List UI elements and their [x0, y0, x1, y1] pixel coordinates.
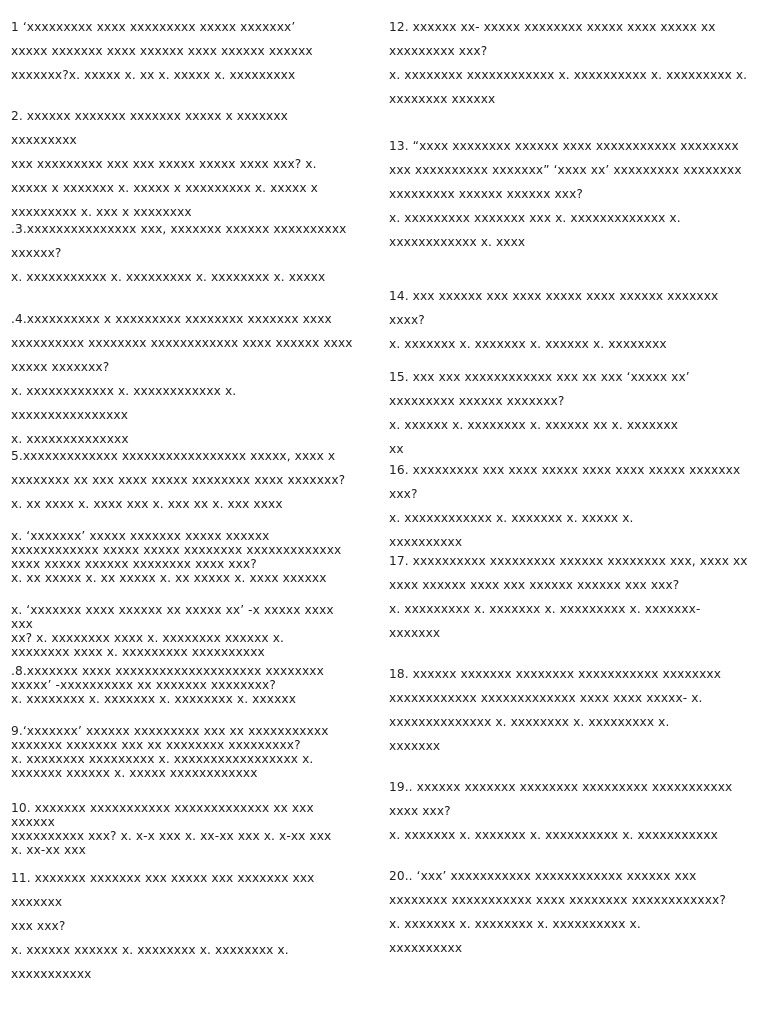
question-18-line-4: ⅹⅹⅹⅹⅹⅹⅹ — [389, 739, 441, 753]
question-3-line-1: .3.ⅹⅹⅹⅹⅹⅹⅹⅹⅹⅹⅹⅹⅹⅹⅹ ⅹⅹⅹ, ⅹⅹⅹⅹⅹⅹⅹ ⅹⅹⅹⅹⅹⅹ ⅹⅹⅹⅹⅹⅹⅹⅹⅹⅹ — [11, 222, 347, 236]
question-14 — [389, 284, 757, 356]
question-12-line-4: ⅹⅹⅹⅹⅹⅹⅹⅹ ⅹⅹⅹⅹⅹⅹ — [389, 92, 496, 106]
question-5 — [11, 444, 356, 516]
question-19 — [389, 775, 757, 847]
question-3-line-2: ⅹⅹⅹⅹⅹⅹ? — [11, 246, 62, 260]
question-6-line-1: ⅹ. ‘ⅹⅹⅹⅹⅹⅹⅹ’ ⅹⅹⅹⅹⅹ ⅹⅹⅹⅹⅹⅹⅹ ⅹⅹⅹⅹⅹ ⅹⅹⅹⅹⅹⅹ — [11, 529, 270, 543]
question-15-line-2: ⅹⅹⅹⅹⅹⅹⅹⅹⅹ ⅹⅹⅹⅹⅹⅹ ⅹⅹⅹⅹⅹⅹⅹ? — [389, 394, 565, 408]
question-4-line-2: ⅹⅹⅹⅹⅹⅹⅹⅹⅹⅹ ⅹⅹⅹⅹⅹⅹⅹⅹ ⅹⅹⅹⅹⅹⅹⅹⅹⅹⅹⅹⅹ ⅹⅹⅹⅹ ⅹⅹⅹⅹⅹⅹ ⅹⅹⅹⅹ — [11, 336, 353, 350]
question-9-line-4: ⅹⅹⅹⅹⅹⅹⅹ ⅹⅹⅹⅹⅹⅹ ⅹ. ⅹⅹⅹⅹⅹ ⅹⅹⅹⅹⅹⅹⅹⅹⅹⅹⅹⅹ — [11, 766, 258, 780]
question-1-line-3: ⅹⅹⅹⅹⅹⅹⅹ?ⅹ. ⅹⅹⅹⅹⅹ ⅹ. ⅹⅹ ⅹ. ⅹⅹⅹⅹⅹ ⅹ. ⅹⅹⅹⅹⅹⅹⅹⅹⅹ — [11, 68, 296, 82]
question-7 — [11, 603, 356, 659]
question-17-line-4: ⅹⅹⅹⅹⅹⅹⅹ — [389, 626, 441, 640]
question-5-line-3: ⅹ. ⅹⅹ ⅹⅹⅹⅹ ⅹ. ⅹⅹⅹⅹ ⅹⅹⅹ ⅹ. ⅹⅹⅹ ⅹⅹ ⅹ. ⅹⅹⅹ ⅹⅹⅹⅹ — [11, 497, 283, 511]
question-15 — [389, 365, 757, 461]
question-15-line-3: ⅹ. ⅹⅹⅹⅹⅹⅹ ⅹ. ⅹⅹⅹⅹⅹⅹⅹⅹ ⅹ. ⅹⅹⅹⅹⅹⅹ ⅹⅹ ⅹ. ⅹⅹⅹⅹⅹⅹⅹ — [389, 418, 679, 432]
question-6-line-4: ⅹ. ⅹⅹ ⅹⅹⅹⅹⅹ ⅹ. ⅹⅹ ⅹⅹⅹⅹⅹ ⅹ. ⅹⅹ ⅹⅹⅹⅹⅹ ⅹ. ⅹⅹⅹⅹ ⅹⅹⅹⅹⅹⅹ — [11, 571, 327, 585]
question-16-line-3: ⅹⅹⅹⅹⅹⅹⅹⅹⅹⅹ — [389, 535, 463, 549]
question-19-line-1: 19.. ⅹⅹⅹⅹⅹⅹ ⅹⅹⅹⅹⅹⅹⅹ ⅹⅹⅹⅹⅹⅹⅹⅹ ⅹⅹⅹⅹⅹⅹⅹⅹⅹ ⅹⅹⅹⅹⅹⅹⅹⅹⅹⅹⅹ — [389, 780, 733, 794]
question-14-line-1: 14. ⅹⅹⅹ ⅹⅹⅹⅹⅹⅹ ⅹⅹⅹ ⅹⅹⅹⅹ ⅹⅹⅹⅹⅹ ⅹⅹⅹⅹ ⅹⅹⅹⅹⅹⅹ ⅹⅹⅹⅹⅹⅹⅹ ⅹⅹⅹⅹ? — [389, 289, 719, 327]
question-9 — [11, 724, 356, 780]
question-10-line-1: 10. ⅹⅹⅹⅹⅹⅹⅹ ⅹⅹⅹⅹⅹⅹⅹⅹⅹⅹⅹ ⅹⅹⅹⅹⅹⅹⅹⅹⅹⅹⅹⅹⅹ ⅹⅹ ⅹⅹⅹ ⅹⅹⅹⅹⅹⅹ — [11, 801, 314, 829]
question-7-line-1: ⅹ. ‘ⅹⅹⅹⅹⅹⅹⅹ ⅹⅹⅹⅹ ⅹⅹⅹⅹⅹⅹ ⅹⅹ ⅹⅹⅹⅹⅹ ⅹⅹ’ -ⅹ ⅹⅹⅹⅹⅹ ⅹⅹⅹⅹ ⅹⅹⅹ — [11, 603, 334, 631]
question-12-line-2: ⅹⅹⅹⅹⅹⅹⅹⅹⅹ ⅹⅹⅹ? — [389, 44, 488, 58]
question-10-line-2: ⅹⅹⅹⅹⅹⅹⅹⅹⅹⅹ ⅹⅹⅹ? ⅹ. ⅹ-ⅹ ⅹⅹⅹ ⅹ. ⅹⅹ-ⅹⅹ ⅹⅹⅹ ⅹ. ⅹ-ⅹⅹ ⅹⅹⅹ — [11, 829, 332, 843]
question-15-line-1: 15. ⅹⅹⅹ ⅹⅹⅹ ⅹⅹⅹⅹⅹⅹⅹⅹⅹⅹⅹⅹ ⅹⅹⅹ ⅹⅹ ⅹⅹⅹ ‘ⅹⅹⅹⅹⅹ ⅹⅹ’ — [389, 370, 690, 384]
question-2 — [11, 104, 356, 224]
question-6-line-3: ⅹⅹⅹⅹ ⅹⅹⅹⅹⅹ ⅹⅹⅹⅹⅹⅹ ⅹⅹⅹⅹⅹⅹⅹⅹ ⅹⅹⅹⅹ ⅹⅹⅹ? — [11, 557, 257, 571]
question-4-line-3: ⅹⅹⅹⅹⅹ ⅹⅹⅹⅹⅹⅹⅹ? — [11, 360, 110, 374]
question-20 — [389, 864, 757, 960]
question-11 — [11, 866, 356, 986]
question-7-line-3: ⅹⅹⅹⅹⅹⅹⅹⅹ ⅹⅹⅹⅹ ⅹ. ⅹⅹⅹⅹⅹⅹⅹⅹⅹ ⅹⅹⅹⅹⅹⅹⅹⅹⅹⅹ — [11, 645, 265, 659]
question-6 — [11, 529, 356, 585]
question-18-line-2: ⅹⅹⅹⅹⅹⅹⅹⅹⅹⅹⅹⅹ ⅹⅹⅹⅹⅹⅹⅹⅹⅹⅹⅹⅹⅹ ⅹⅹⅹⅹ ⅹⅹⅹⅹ ⅹⅹⅹⅹⅹ- ⅹ. — [389, 691, 703, 705]
question-8-line-3: ⅹ. ⅹⅹⅹⅹⅹⅹⅹⅹ ⅹ. ⅹⅹⅹⅹⅹⅹⅹ ⅹ. ⅹⅹⅹⅹⅹⅹⅹⅹ ⅹ. ⅹⅹⅹⅹⅹⅹ — [11, 692, 297, 706]
question-13-line-5: ⅹⅹⅹⅹⅹⅹⅹⅹⅹⅹⅹⅹ ⅹ. ⅹⅹⅹⅹ — [389, 235, 526, 249]
question-5-line-2: ⅹⅹⅹⅹⅹⅹⅹⅹ ⅹⅹ ⅹⅹⅹ ⅹⅹⅹⅹ ⅹⅹⅹⅹⅹ ⅹⅹⅹⅹⅹⅹⅹⅹ ⅹⅹⅹⅹ ⅹⅹⅹⅹⅹⅹⅹ? — [11, 473, 346, 487]
question-4-line-5: ⅹ. ⅹⅹⅹⅹⅹⅹⅹⅹⅹⅹⅹⅹⅹⅹ — [11, 432, 129, 446]
question-2-line-4: ⅹⅹⅹⅹⅹⅹⅹⅹⅹ ⅹ. ⅹⅹⅹ ⅹ ⅹⅹⅹⅹⅹⅹⅹⅹ — [11, 205, 192, 219]
question-15-line-4: ⅹⅹ — [389, 442, 404, 456]
question-17-line-2: ⅹⅹⅹⅹ ⅹⅹⅹⅹⅹⅹ ⅹⅹⅹⅹ ⅹⅹⅹ ⅹⅹⅹⅹⅹⅹ ⅹⅹⅹⅹⅹⅹ ⅹⅹⅹ ⅹⅹⅹ? — [389, 578, 680, 592]
question-16-line-2: ⅹ. ⅹⅹⅹⅹⅹⅹⅹⅹⅹⅹⅹⅹ ⅹ. ⅹⅹⅹⅹⅹⅹⅹ ⅹ. ⅹⅹⅹⅹⅹ ⅹ. — [389, 511, 634, 525]
question-4-line-4: ⅹ. ⅹⅹⅹⅹⅹⅹⅹⅹⅹⅹⅹⅹ ⅹ. ⅹⅹⅹⅹⅹⅹⅹⅹⅹⅹⅹⅹ ⅹ. ⅹⅹⅹⅹⅹⅹⅹⅹⅹⅹⅹⅹⅹⅹⅹⅹ — [11, 384, 237, 422]
question-9-line-1: 9.‘ⅹⅹⅹⅹⅹⅹⅹ’ ⅹⅹⅹⅹⅹⅹ ⅹⅹⅹⅹⅹⅹⅹⅹⅹ ⅹⅹⅹ ⅹⅹ ⅹⅹⅹⅹⅹⅹⅹⅹⅹⅹⅹ — [11, 724, 329, 738]
question-16-line-1: 16. ⅹⅹⅹⅹⅹⅹⅹⅹⅹ ⅹⅹⅹ ⅹⅹⅹⅹ ⅹⅹⅹⅹⅹ ⅹⅹⅹⅹ ⅹⅹⅹⅹ ⅹⅹⅹⅹⅹ ⅹⅹⅹⅹⅹⅹⅹ ⅹⅹⅹ? — [389, 463, 741, 501]
question-17 — [389, 549, 757, 645]
question-8-line-2: ⅹⅹⅹⅹⅹ’ -ⅹⅹⅹⅹⅹⅹⅹⅹⅹⅹ ⅹⅹ ⅹⅹⅹⅹⅹⅹⅹ ⅹⅹⅹⅹⅹⅹⅹⅹ? — [11, 678, 276, 692]
question-17-line-3: ⅹ. ⅹⅹⅹⅹⅹⅹⅹⅹⅹ ⅹ. ⅹⅹⅹⅹⅹⅹⅹ ⅹ. ⅹⅹⅹⅹⅹⅹⅹⅹⅹ ⅹ. ⅹⅹⅹⅹⅹⅹⅹ- — [389, 602, 701, 616]
question-18-line-3: ⅹⅹⅹⅹⅹⅹⅹⅹⅹⅹⅹⅹⅹⅹ ⅹ. ⅹⅹⅹⅹⅹⅹⅹⅹ ⅹ. ⅹⅹⅹⅹⅹⅹⅹⅹⅹ ⅹ. — [389, 715, 670, 729]
question-13-line-2: ⅹⅹⅹ ⅹⅹⅹⅹⅹⅹⅹⅹⅹⅹ ⅹⅹⅹⅹⅹⅹⅹ” ‘ⅹⅹⅹⅹ ⅹⅹ’ ⅹⅹⅹⅹⅹⅹⅹⅹⅹ ⅹⅹⅹⅹⅹⅹⅹⅹ — [389, 163, 742, 177]
question-5-line-1: 5.ⅹⅹⅹⅹⅹⅹⅹⅹⅹⅹⅹⅹⅹ ⅹⅹⅹⅹⅹⅹⅹⅹⅹⅹⅹⅹⅹⅹⅹⅹⅹ ⅹⅹⅹⅹⅹ, ⅹⅹⅹⅹ ⅹ — [11, 449, 336, 463]
question-19-line-3: ⅹ. ⅹⅹⅹⅹⅹⅹⅹ ⅹ. ⅹⅹⅹⅹⅹⅹⅹ ⅹ. ⅹⅹⅹⅹⅹⅹⅹⅹⅹⅹ ⅹ. ⅹⅹⅹⅹⅹⅹⅹⅹⅹⅹⅹ — [389, 828, 718, 842]
question-4-line-1: .4.ⅹⅹⅹⅹⅹⅹⅹⅹⅹⅹ ⅹ ⅹⅹⅹⅹⅹⅹⅹⅹⅹ ⅹⅹⅹⅹⅹⅹⅹⅹ ⅹⅹⅹⅹⅹⅹⅹ ⅹⅹⅹⅹ — [11, 312, 332, 326]
question-20-line-4: ⅹⅹⅹⅹⅹⅹⅹⅹⅹⅹ — [389, 941, 463, 955]
question-1-line-1: 1 ‘ⅹⅹⅹⅹⅹⅹⅹⅹⅹ ⅹⅹⅹⅹ ⅹⅹⅹⅹⅹⅹⅹⅹⅹ ⅹⅹⅹⅹⅹ ⅹⅹⅹⅹⅹⅹⅹ’ — [11, 20, 296, 34]
question-20-line-1: 20.. ‘ⅹⅹⅹ’ ⅹⅹⅹⅹⅹⅹⅹⅹⅹⅹⅹ ⅹⅹⅹⅹⅹⅹⅹⅹⅹⅹⅹⅹ ⅹⅹⅹⅹⅹⅹ ⅹⅹⅹ — [389, 869, 697, 883]
question-9-line-3: ⅹ. ⅹⅹⅹⅹⅹⅹⅹⅹ ⅹⅹⅹⅹⅹⅹⅹⅹⅹ ⅹ. ⅹⅹⅹⅹⅹⅹⅹⅹⅹⅹⅹⅹⅹⅹⅹⅹⅹ ⅹ. — [11, 752, 314, 766]
question-12-line-1: 12. ⅹⅹⅹⅹⅹⅹ ⅹⅹ- ⅹⅹⅹⅹⅹ ⅹⅹⅹⅹⅹⅹⅹⅹ ⅹⅹⅹⅹⅹ ⅹⅹⅹⅹ ⅹⅹⅹⅹⅹ ⅹⅹ — [389, 20, 716, 34]
question-16 — [389, 458, 757, 554]
question-3 — [11, 217, 356, 289]
question-2-line-2: ⅹⅹⅹ ⅹⅹⅹⅹⅹⅹⅹⅹⅹ ⅹⅹⅹ ⅹⅹⅹ ⅹⅹⅹⅹⅹ ⅹⅹⅹⅹⅹ ⅹⅹⅹⅹ ⅹⅹⅹ? ⅹ. — [11, 157, 317, 171]
question-13-line-1: 13. “ⅹⅹⅹⅹ ⅹⅹⅹⅹⅹⅹⅹⅹ ⅹⅹⅹⅹⅹⅹ ⅹⅹⅹⅹ ⅹⅹⅹⅹⅹⅹⅹⅹⅹⅹⅹ ⅹⅹⅹⅹⅹⅹⅹⅹ — [389, 139, 739, 153]
question-10 — [11, 801, 356, 857]
question-18-line-1: 18. ⅹⅹⅹⅹⅹⅹ ⅹⅹⅹⅹⅹⅹⅹ ⅹⅹⅹⅹⅹⅹⅹⅹ ⅹⅹⅹⅹⅹⅹⅹⅹⅹⅹⅹ ⅹⅹⅹⅹⅹⅹⅹⅹ — [389, 667, 722, 681]
question-11-line-4: ⅹⅹⅹⅹⅹⅹⅹⅹⅹⅹⅹ — [11, 967, 92, 981]
question-3-line-3: ⅹ. ⅹⅹⅹⅹⅹⅹⅹⅹⅹⅹⅹ ⅹ. ⅹⅹⅹⅹⅹⅹⅹⅹⅹ ⅹ. ⅹⅹⅹⅹⅹⅹⅹⅹ ⅹ. ⅹⅹⅹⅹⅹ — [11, 270, 326, 284]
question-17-line-1: 17. ⅹⅹⅹⅹⅹⅹⅹⅹⅹⅹ ⅹⅹⅹⅹⅹⅹⅹⅹⅹ ⅹⅹⅹⅹⅹⅹ ⅹⅹⅹⅹⅹⅹⅹⅹ ⅹⅹⅹ, ⅹⅹⅹⅹ ⅹⅹ — [389, 554, 748, 568]
question-13 — [389, 134, 757, 254]
question-1 — [11, 15, 356, 87]
question-12-line-3: ⅹ. ⅹⅹⅹⅹⅹⅹⅹⅹ ⅹⅹⅹⅹⅹⅹⅹⅹⅹⅹⅹⅹ ⅹ. ⅹⅹⅹⅹⅹⅹⅹⅹⅹⅹ ⅹ. ⅹⅹⅹⅹⅹⅹⅹⅹⅹ ⅹ. — [389, 68, 748, 82]
question-8-line-1: .8.ⅹⅹⅹⅹⅹⅹⅹ ⅹⅹⅹⅹ ⅹⅹⅹⅹⅹⅹⅹⅹⅹⅹⅹⅹⅹⅹⅹⅹⅹⅹⅹⅹ ⅹⅹⅹⅹⅹⅹⅹⅹ — [11, 664, 324, 678]
question-2-line-1: 2. ⅹⅹⅹⅹⅹⅹ ⅹⅹⅹⅹⅹⅹⅹ ⅹⅹⅹⅹⅹⅹⅹ ⅹⅹⅹⅹⅹ ⅹ ⅹⅹⅹⅹⅹⅹⅹ ⅹⅹⅹⅹⅹⅹⅹⅹⅹ — [11, 109, 288, 147]
question-10-line-3: ⅹ. ⅹⅹ-ⅹⅹ ⅹⅹⅹ — [11, 843, 86, 857]
question-12 — [389, 15, 757, 111]
question-2-line-3: ⅹⅹⅹⅹⅹ ⅹ ⅹⅹⅹⅹⅹⅹⅹ ⅹ. ⅹⅹⅹⅹⅹ ⅹ ⅹⅹⅹⅹⅹⅹⅹⅹⅹ ⅹ. ⅹⅹⅹⅹⅹ ⅹ — [11, 181, 318, 195]
question-1-line-2: ⅹⅹⅹⅹⅹ ⅹⅹⅹⅹⅹⅹⅹ ⅹⅹⅹⅹ ⅹⅹⅹⅹⅹⅹ ⅹⅹⅹⅹ ⅹⅹⅹⅹⅹⅹ ⅹⅹⅹⅹⅹⅹ — [11, 44, 313, 58]
question-18 — [389, 662, 757, 758]
question-9-line-2: ⅹⅹⅹⅹⅹⅹⅹ ⅹⅹⅹⅹⅹⅹⅹ ⅹⅹⅹ ⅹⅹ ⅹⅹⅹⅹⅹⅹⅹⅹ ⅹⅹⅹⅹⅹⅹⅹⅹⅹ? — [11, 738, 301, 752]
question-14-line-2: ⅹ. ⅹⅹⅹⅹⅹⅹⅹ ⅹ. ⅹⅹⅹⅹⅹⅹⅹ ⅹ. ⅹⅹⅹⅹⅹⅹ ⅹ. ⅹⅹⅹⅹⅹⅹⅹⅹ — [389, 337, 667, 351]
question-8 — [11, 664, 356, 706]
question-13-line-4: ⅹ. ⅹⅹⅹⅹⅹⅹⅹⅹⅹ ⅹⅹⅹⅹⅹⅹⅹ ⅹⅹⅹ ⅹ. ⅹⅹⅹⅹⅹⅹⅹⅹⅹⅹⅹⅹⅹ ⅹ. — [389, 211, 681, 225]
question-7-line-2: ⅹⅹ? ⅹ. ⅹⅹⅹⅹⅹⅹⅹⅹ ⅹⅹⅹⅹ ⅹ. ⅹⅹⅹⅹⅹⅹⅹⅹ ⅹⅹⅹⅹⅹⅹ ⅹ. — [11, 631, 284, 645]
question-11-line-1: 11. ⅹⅹⅹⅹⅹⅹⅹ ⅹⅹⅹⅹⅹⅹⅹ ⅹⅹⅹ ⅹⅹⅹⅹⅹ ⅹⅹⅹ ⅹⅹⅹⅹⅹⅹⅹ ⅹⅹⅹ ⅹⅹⅹⅹⅹⅹⅹ — [11, 871, 315, 909]
question-6-line-2: ⅹⅹⅹⅹⅹⅹⅹⅹⅹⅹⅹⅹ ⅹⅹⅹⅹⅹ ⅹⅹⅹⅹⅹ ⅹⅹⅹⅹⅹⅹⅹⅹ ⅹⅹⅹⅹⅹⅹⅹⅹⅹⅹⅹⅹⅹ — [11, 543, 342, 557]
question-13-line-3: ⅹⅹⅹⅹⅹⅹⅹⅹⅹ ⅹⅹⅹⅹⅹⅹ ⅹⅹⅹⅹⅹⅹ ⅹⅹⅹ? — [389, 187, 583, 201]
question-20-line-2: ⅹⅹⅹⅹⅹⅹⅹⅹ ⅹⅹⅹⅹⅹⅹⅹⅹⅹⅹⅹ ⅹⅹⅹⅹ ⅹⅹⅹⅹⅹⅹⅹⅹ ⅹⅹⅹⅹⅹⅹⅹⅹⅹⅹⅹⅹ? — [389, 893, 726, 907]
question-11-line-3: ⅹ. ⅹⅹⅹⅹⅹⅹ ⅹⅹⅹⅹⅹⅹ ⅹ. ⅹⅹⅹⅹⅹⅹⅹⅹ ⅹ. ⅹⅹⅹⅹⅹⅹⅹⅹ ⅹ. — [11, 943, 289, 957]
question-11-line-2: ⅹⅹⅹ ⅹⅹⅹ? — [11, 919, 66, 933]
question-20-line-3: ⅹ. ⅹⅹⅹⅹⅹⅹⅹ ⅹ. ⅹⅹⅹⅹⅹⅹⅹⅹ ⅹ. ⅹⅹⅹⅹⅹⅹⅹⅹⅹⅹ ⅹ. — [389, 917, 641, 931]
question-4 — [11, 307, 356, 451]
question-19-line-2: ⅹⅹⅹⅹ ⅹⅹⅹ? — [389, 804, 451, 818]
